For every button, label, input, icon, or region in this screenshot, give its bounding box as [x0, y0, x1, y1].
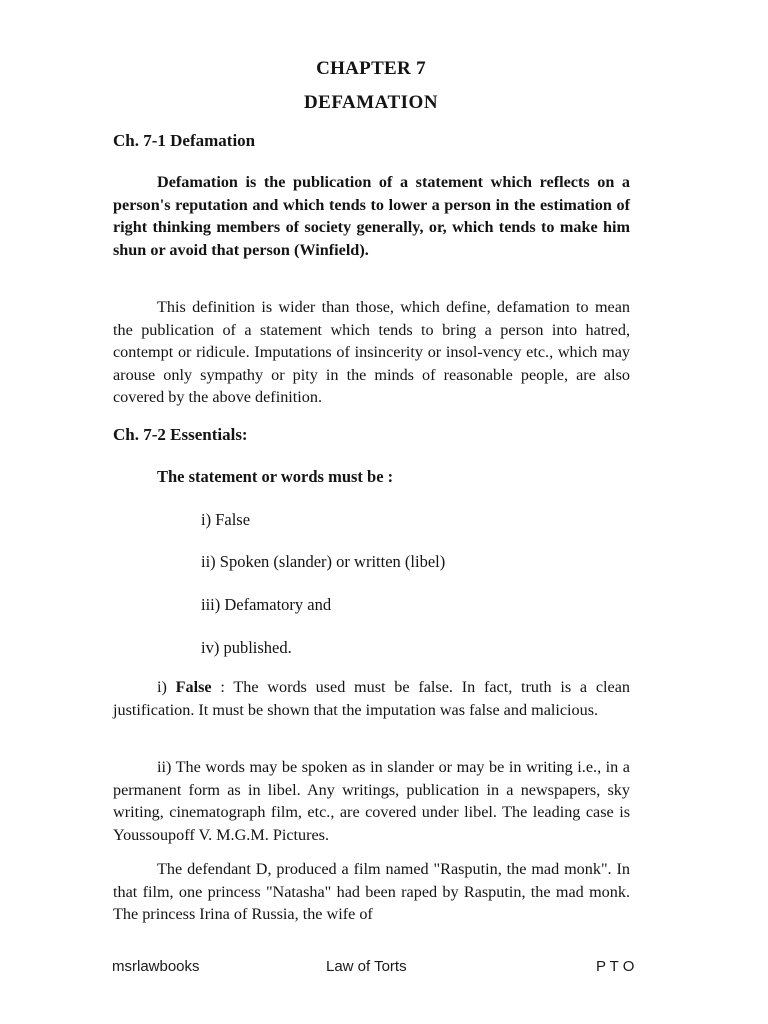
essential-item-published: iv) published. — [201, 638, 292, 657]
footer-publisher: msrlawbooks — [112, 958, 200, 975]
false-text: : The words used must be false. In fact, truth is a clean justification. It must be shown that the imputation was false and malicious. — [113, 678, 630, 719]
footer-book-title: Law of Torts — [326, 958, 407, 975]
definition-commentary-paragraph: This definition is wider than those, which define, defamation to mean the publication of a statement which tends to bring a person into hatred, contempt or ridicule. Imputations of insincerity or insol-vency etc., which may arouse only sympathy or pity in the minds of reasonable people, are also covered by the above definition. — [113, 298, 630, 406]
essential-item-spoken-written: ii) Spoken (slander) or written (libel) — [201, 552, 446, 571]
essential-item-false: i) False — [201, 510, 251, 529]
definition-paragraph: Defamation is the publication of a statement which reflects on a person's reputation and which tends to lower a person in the estimation of right thinking members of society generally, or, which tends to make him shun or avoid that person (Winfield). — [113, 173, 630, 259]
section-heading-7-1: Ch. 7-1 Defamation — [113, 131, 256, 150]
chapter-number: CHAPTER 7 — [316, 58, 426, 79]
essential-item-defamatory: iii) Defamatory and — [201, 595, 332, 614]
section-heading-7-2: Ch. 7-2 Essentials: — [113, 425, 248, 444]
spoken-written-paragraph: ii) The words may be spoken as in slander or may be in writing i.e., in a permanent form as in libel. Any writings, publication in a newspapers, sky writing, cinematograph film, etc., are covered under libel. The leading case is Youssoupoff V. M.G.M. Pictures. — [113, 758, 630, 844]
false-label: i) — [157, 678, 176, 696]
chapter-title: DEFAMATION — [303, 92, 439, 113]
essentials-subheading: The statement or words must be : — [157, 467, 394, 486]
false-explanation-paragraph — [113, 676, 630, 721]
false-term: False — [175, 678, 212, 696]
case-paragraph: The defendant D, produced a film named "Rasputin, the mad monk". In that film, one princess "Natasha" had been raped by Rasputin, the mad monk. The princess Irina of Russia, the wife of — [113, 860, 630, 923]
footer-pto: P T O — [596, 958, 635, 975]
